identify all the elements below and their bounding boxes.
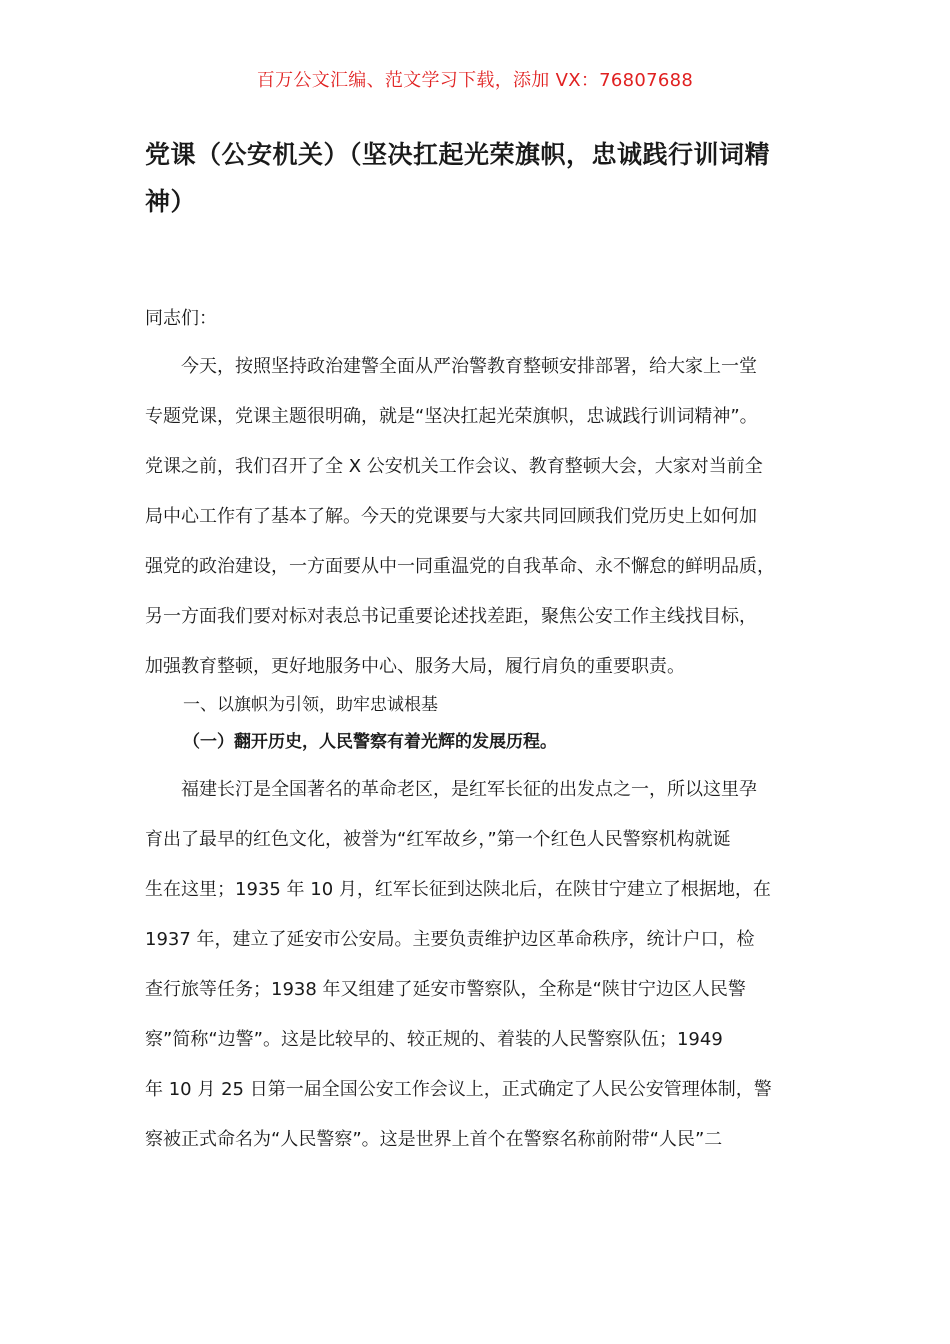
text-line: 今天，按照坚持政治建警全面从严治警教育整顿安排部署，给大家上一堂 (145, 356, 757, 377)
watermark-banner: 百万公文汇编、范文学习下载，添加 VX：76807688 (256, 70, 694, 91)
history-paragraph (145, 765, 772, 1165)
text-line: 专题党课，党课主题很明确，就是“坚决扛起光荣旗帜，忠诚践行训词精神”。 (145, 406, 758, 427)
document-title (145, 131, 815, 225)
text-line: 福建长汀是全国著名的革命老区，是红军长征的出发点之一，所以这里孕 (145, 779, 757, 800)
salutation: 同志们： (145, 308, 217, 329)
text-line: 察”简称“边警”。这是比较早的、较正规的、着装的人民警察队伍；1949 (145, 1029, 723, 1050)
section-heading: 一、以旗帜为引领，助牢忠诚根基 (183, 695, 438, 715)
text-line: 强党的政治建设，一方面要从中一同重温党的自我革命、永不懈怠的鲜明品质， (145, 556, 775, 577)
text-line: 育出了最早的红色文化，被誉为“红军故乡，”第一个红色人民警察机构就诞 (145, 829, 731, 850)
subsection-heading: （一）翻开历史，人民警察有着光辉的发展历程。 (183, 732, 557, 752)
text-line: 1937 年，建立了延安市公安局。主要负责维护边区革命秩序，统计户口，检 (145, 929, 755, 950)
text-line: 生在这里；1935 年 10 月，红军长征到达陕北后，在陕甘宁建立了根据地，在 (145, 879, 771, 900)
text-line: 年 10 月 25 日第一届全国公安工作会议上，正式确定了人民公安管理体制，警 (145, 1079, 772, 1100)
title-line: 党课（公安机关）（坚决扛起光荣旗帜，忠诚践行训词精 (145, 140, 771, 169)
text-line: 局中心工作有了基本了解。今天的党课要与大家共同回顾我们党历史上如何加 (145, 506, 757, 527)
intro-paragraph (145, 342, 775, 692)
title-line: 神） (145, 187, 197, 216)
text-line: 加强教育整顿，更好地服务中心、服务大局，履行肩负的重要职责。 (145, 656, 685, 677)
text-line: 另一方面我们要对标对表总书记重要论述找差距，聚焦公安工作主线找目标， (145, 606, 757, 627)
text-line: 查行旅等任务；1938 年又组建了延安市警察队，全称是“陕甘宁边区人民警 (145, 979, 746, 1000)
text-line: 党课之前，我们召开了全 X 公安机关工作会议、教育整顿大会，大家对当前全 (145, 456, 763, 477)
text-line: 察被正式命名为“人民警察”。这是世界上首个在警察名称前附带“人民”二 (145, 1129, 723, 1150)
